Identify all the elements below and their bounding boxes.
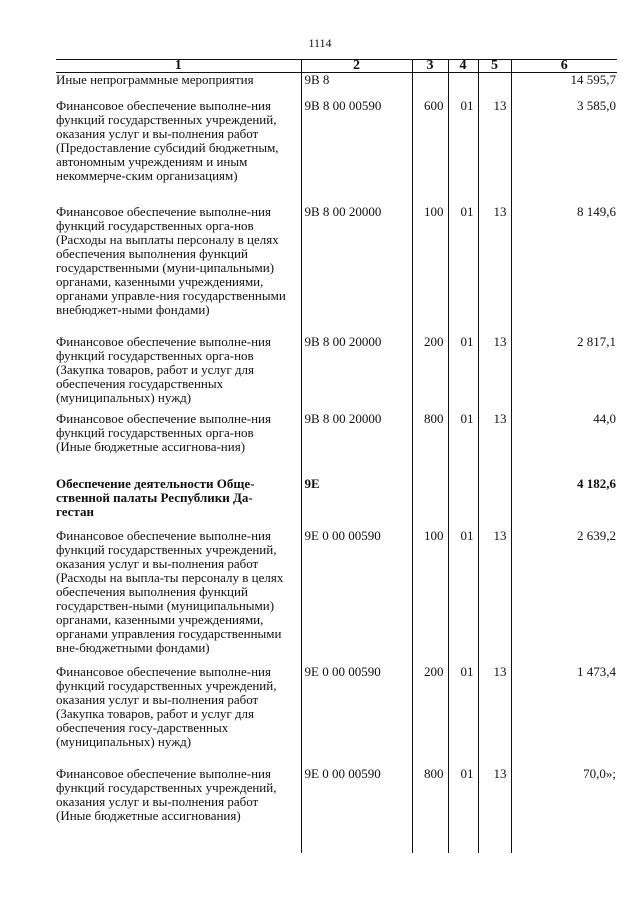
row-expense-type	[412, 73, 448, 100]
row-code: 9Е 0 00 00590	[301, 529, 412, 665]
row-subsection: 13	[478, 412, 511, 477]
column-header-5: 5	[478, 60, 511, 73]
row-amount: 70,0»;	[511, 767, 617, 853]
row-code: 9Е 0 00 00590	[301, 767, 412, 853]
row-amount: 4 182,6	[511, 477, 617, 529]
row-section: 01	[448, 335, 478, 412]
row-expense-type: 200	[412, 335, 448, 412]
page-number: 1114	[308, 36, 332, 50]
table-row	[56, 412, 617, 477]
row-expense-type: 600	[412, 99, 448, 205]
row-name: Финансовое обеспечение выполне-ния функций государственных учреждений, оказания услуг и вы-полнения работ (Предоставление субсидий бюджетным, автономным учреждениям и иным некоммерче-ским организациям)	[56, 98, 279, 183]
row-subsection	[478, 477, 511, 529]
row-section: 01	[448, 767, 478, 853]
row-section: 01	[448, 529, 478, 665]
row-amount: 1 473,4	[511, 665, 617, 767]
row-amount: 3 585,0	[511, 99, 617, 205]
row-amount: 2 639,2	[511, 529, 617, 665]
table-row	[56, 73, 617, 100]
row-name: Обеспечение деятельности Обще-ственной палаты Республики Да-гестан	[56, 476, 255, 519]
row-amount: 8 149,6	[511, 205, 617, 335]
row-expense-type: 100	[412, 205, 448, 335]
row-subsection: 13	[478, 529, 511, 665]
row-section: 01	[448, 205, 478, 335]
row-name: Финансовое обеспечение выполне-ния функций государственных учреждений, оказания услуг и вы-полнения работ (Закупка товаров, работ и услуг для обеспечения госу-дарственных (муниципальных) нужд)	[56, 664, 277, 749]
row-subsection	[478, 73, 511, 100]
table-header-row	[56, 60, 617, 73]
table-row-section-heading	[56, 477, 617, 529]
table-row	[56, 335, 617, 412]
row-amount: 44,0	[511, 412, 617, 477]
row-code: 9В 8 00 20000	[301, 205, 412, 335]
row-subsection: 13	[478, 335, 511, 412]
row-name: Финансовое обеспечение выполне-ния функций государственных орга-нов (Иные бюджетные ассигнова-ния)	[56, 411, 271, 454]
row-section: 01	[448, 412, 478, 477]
row-amount: 14 595,7	[511, 73, 617, 100]
row-subsection: 13	[478, 665, 511, 767]
column-header-4: 4	[448, 60, 478, 73]
row-subsection: 13	[478, 205, 511, 335]
row-expense-type	[412, 477, 448, 529]
row-expense-type: 200	[412, 665, 448, 767]
table-row	[56, 205, 617, 335]
row-section	[448, 477, 478, 529]
row-name: Финансовое обеспечение выполне-ния функций государственных учреждений, оказания услуг и вы-полнения работ (Иные бюджетные ассигнования)	[56, 766, 277, 823]
table-row	[56, 767, 617, 853]
row-name: Финансовое обеспечение выполне-ния функций государственных орга-нов (Расходы на выплаты персоналу в целях обеспечения выполнения функций государственными (муни-ципальными) органами, казенными учреждениями, органами управле-ния государственными внебюджет-ными фондами)	[56, 204, 286, 317]
table-row	[56, 529, 617, 665]
row-code: 9В 8 00 20000	[301, 335, 412, 412]
row-expense-type: 800	[412, 412, 448, 477]
table-row	[56, 665, 617, 767]
row-code: 9Е	[301, 477, 412, 529]
column-header-2: 2	[301, 60, 412, 73]
column-header-1: 1	[56, 60, 301, 73]
row-code: 9В 8 00 00590	[301, 99, 412, 205]
row-subsection: 13	[478, 99, 511, 205]
column-header-6: 6	[511, 60, 617, 73]
row-section: 01	[448, 99, 478, 205]
row-code: 9В 8 00 20000	[301, 412, 412, 477]
budget-table	[56, 59, 617, 853]
row-section	[448, 73, 478, 100]
row-subsection: 13	[478, 767, 511, 853]
row-code: 9Е 0 00 00590	[301, 665, 412, 767]
row-section: 01	[448, 665, 478, 767]
row-amount: 2 817,1	[511, 335, 617, 412]
row-name: Финансовое обеспечение выполне-ния функций государственных орга-нов (Закупка товаров, работ и услуг для обеспечения государственных (муниципальных) нужд)	[56, 334, 271, 405]
row-name: Иные непрограммные мероприятия	[56, 72, 254, 87]
table-row	[56, 99, 617, 205]
row-name: Финансовое обеспечение выполне-ния функций государственных учреждений, оказания услуг и вы-полнения работ (Расходы на выпла-ты персоналу в целях обеспечения выполнения функций государствен-ными (муниципальными) органами, казенными учреждениями, органами управления государственными вне-бюджетными фондами)	[56, 528, 284, 655]
row-code: 9В 8	[301, 73, 412, 100]
row-expense-type: 100	[412, 529, 448, 665]
row-expense-type: 800	[412, 767, 448, 853]
column-header-3: 3	[412, 60, 448, 73]
